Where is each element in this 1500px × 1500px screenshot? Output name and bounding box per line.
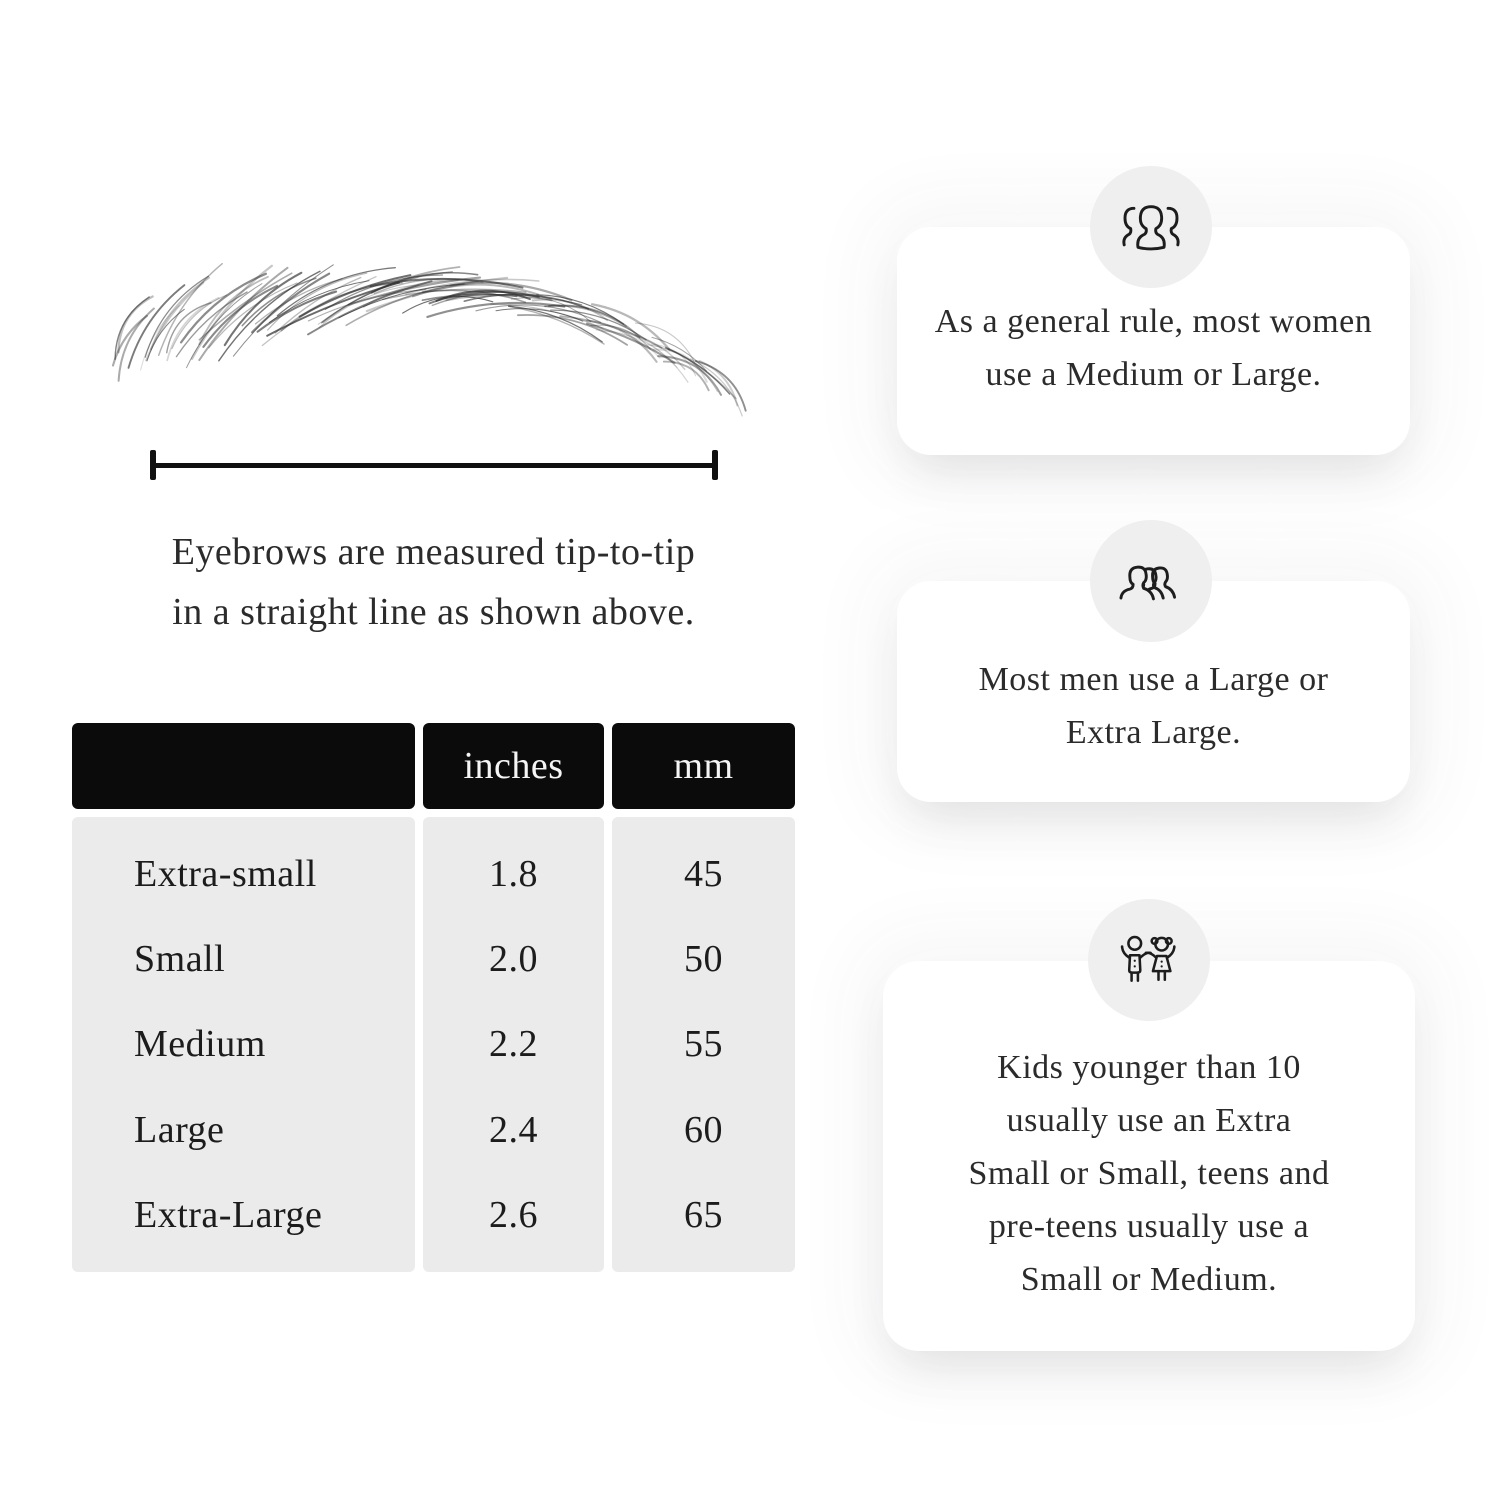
size-table-body	[72, 817, 795, 1272]
icon-circle-men	[1090, 520, 1212, 642]
card-text-line: Kids younger than 10	[997, 1049, 1301, 1086]
measurement-line-right-cap	[712, 450, 718, 480]
women-group-icon	[1112, 201, 1190, 253]
size-table-column-mm	[612, 817, 795, 1272]
kids-icon	[1111, 931, 1187, 989]
info-card-women-text	[897, 295, 1410, 401]
table-cell-inches: 2.4	[489, 1108, 538, 1151]
table-cell-mm: 45	[684, 852, 723, 895]
card-text-line: Extra Large.	[1065, 714, 1242, 751]
measurement-line	[150, 450, 718, 480]
table-cell-mm: 65	[684, 1194, 723, 1237]
table-cell-size-label: Medium	[134, 1023, 266, 1066]
card-text-line: usually use an Extra	[1006, 1102, 1292, 1139]
card-text-line: use a Medium or Large.	[985, 356, 1322, 393]
measurement-line-bar	[150, 463, 718, 468]
eyebrow-illustration	[105, 222, 755, 437]
table-cell-size-label: Large	[134, 1108, 225, 1151]
size-table	[72, 723, 795, 1272]
table-cell-size-label: Extra-small	[134, 852, 317, 895]
size-table-column-labels	[72, 817, 415, 1272]
table-cell-inches: 2.6	[489, 1194, 538, 1237]
table-cell-inches: 1.8	[489, 852, 538, 895]
table-cell-inches: 2.0	[489, 938, 538, 981]
measurement-caption	[72, 522, 795, 642]
info-card-kids-text	[883, 1041, 1415, 1306]
table-cell-mm: 55	[684, 1023, 723, 1066]
size-table-column-inches	[423, 817, 604, 1272]
table-cell-size-label: Small	[134, 938, 226, 981]
table-cell-size-label: Extra-Large	[134, 1194, 323, 1237]
table-cell-inches: 2.2	[489, 1023, 538, 1066]
size-table-header-mm: mm	[612, 723, 795, 809]
size-table-header-size	[72, 723, 415, 809]
table-cell-mm: 50	[684, 938, 723, 981]
measurement-caption-line-2: in a straight line as shown above.	[172, 591, 695, 633]
icon-circle-kids	[1088, 899, 1210, 1021]
size-table-header-inches: inches	[423, 723, 604, 809]
card-text-line: Most men use a Large or	[978, 661, 1329, 698]
info-card-men-text	[897, 653, 1410, 759]
measurement-caption-line-1: Eyebrows are measured tip-to-tip	[171, 531, 696, 573]
men-group-icon	[1112, 555, 1190, 607]
card-text-line: Small or Small, teens and	[968, 1155, 1330, 1192]
card-text-line: Small or Medium.	[1020, 1261, 1278, 1298]
size-table-header-row	[72, 723, 795, 809]
card-text-line: pre-teens usually use a	[988, 1208, 1310, 1245]
table-cell-mm: 60	[684, 1108, 723, 1151]
icon-circle-women	[1090, 166, 1212, 288]
card-text-line: As a general rule, most women	[934, 303, 1373, 340]
